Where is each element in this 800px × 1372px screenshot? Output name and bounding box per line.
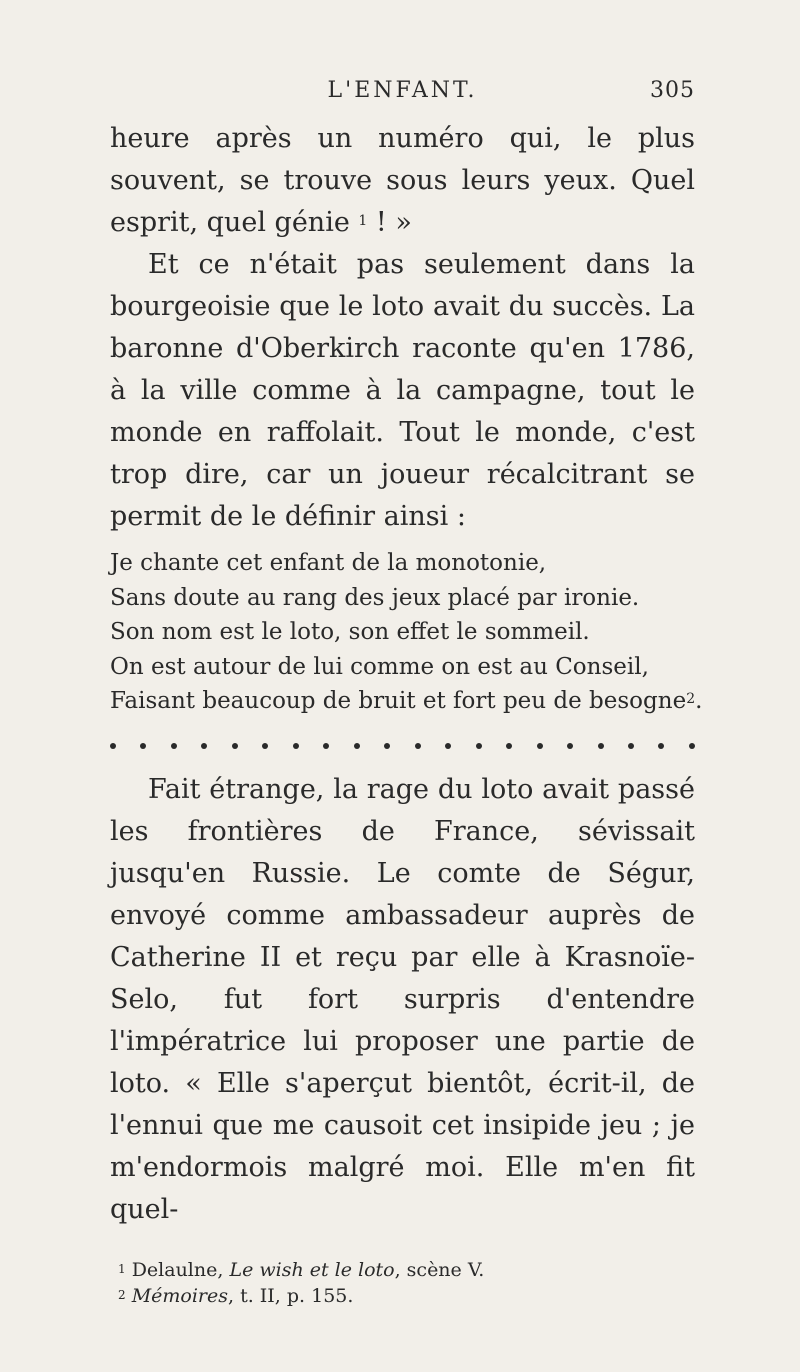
footnote-ref-2: 2: [686, 691, 696, 707]
footnote-title: Le wish et le loto: [229, 1258, 395, 1281]
ellipsis-dot: [506, 743, 512, 749]
running-title: L'ENFANT.: [327, 78, 478, 103]
ellipsis-dot: [171, 743, 177, 749]
paragraph-3: Fait étrange, la rage du loto avait passé les frontières de France, sévissait jusqu'en Russie. Le comte de Ségur, envoyé comme ambassadeur auprès de Catherine II et reçu par elle à Krasnoïe-Selo, fut fort surpris d'entendre l'impératrice lui proposer une partie de loto. « Elle s'aperçut bientôt, écrit-il, de l'ennui que me causoit cet insipide jeu ; je m'endormois malgré moi. Elle m'en fit quel-: [110, 773, 695, 1225]
ellipsis-dot-row: [110, 743, 695, 749]
ellipsis-dot: [232, 743, 238, 749]
verse-quotation: [110, 546, 703, 719]
footnote-2: [110, 1283, 695, 1309]
ellipsis-dot: [598, 743, 604, 749]
ellipsis-dot: [354, 743, 360, 749]
ellipsis-dot: [201, 743, 207, 749]
ellipsis-dot: [384, 743, 390, 749]
ellipsis-dot: [476, 743, 482, 749]
running-header: [110, 78, 695, 118]
ellipsis-dot: [323, 743, 329, 749]
page-number: 305: [650, 78, 695, 103]
footnote-rest: , scène V.: [394, 1258, 485, 1281]
verse-line-end: .: [695, 688, 703, 714]
ellipsis-dot: [537, 743, 543, 749]
paragraph-2: Et ce n'était pas seulement dans la bourgeoisie que le loto avait du succès. La baronne d'Oberkirch raconte qu'en 1786, à la ville comme à la campagne, tout le monde en raffolait. Tout le monde, c'est trop dire, car un joueur récalcitrant se permit de le définir ainsi :: [110, 249, 695, 532]
ellipsis-dot: [689, 743, 695, 749]
book-page: [110, 78, 703, 1309]
ellipsis-dot: [445, 743, 451, 749]
ellipsis-dot: [262, 743, 268, 749]
footnote-ref-1: 1: [358, 213, 368, 229]
footnote-author: Delaulne,: [131, 1258, 230, 1281]
verse-line-last: [110, 684, 703, 719]
verse-line-text: Faisant beaucoup de bruit et fort peu de besogne: [110, 688, 687, 714]
paragraph-1-text: heure après un numéro qui, le plus souvent, se trouve sous leurs yeux. Quel esprit, quel génie: [110, 123, 695, 238]
verse-line: Son nom est le loto, son effet le sommeil.: [110, 619, 590, 645]
ellipsis-dot: [628, 743, 634, 749]
ellipsis-dot: [293, 743, 299, 749]
paragraph-1-closing: ! »: [367, 207, 412, 238]
ellipsis-dot: [415, 743, 421, 749]
verse-line: Je chante cet enfant de la monotonie,: [110, 550, 547, 576]
footnote-mark: 1: [118, 1261, 126, 1276]
ellipsis-dot: [658, 743, 664, 749]
verse-line: On est autour de lui comme on est au Conseil,: [110, 653, 649, 680]
ellipsis-dot: [567, 743, 573, 749]
ellipsis-dot: [140, 743, 146, 749]
ellipsis-dot: [110, 743, 116, 749]
footnote-rest: , t. II, p. 155.: [228, 1284, 354, 1307]
footnotes: [110, 1257, 695, 1309]
footnote-1: [110, 1257, 695, 1283]
verse-line: Sans doute au rang des jeux placé par ironie.: [110, 584, 640, 611]
body-text: [110, 118, 703, 1231]
paragraph-1: [110, 118, 695, 244]
footnote-title: Mémoires: [131, 1284, 228, 1307]
footnote-mark: 2: [118, 1287, 126, 1302]
